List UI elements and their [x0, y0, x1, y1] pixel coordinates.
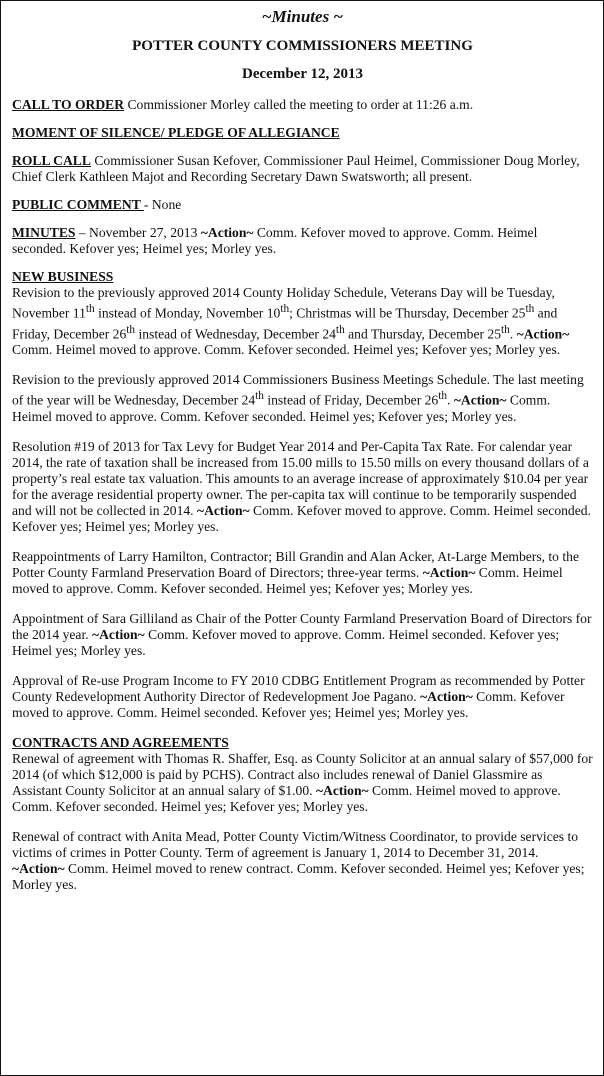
resolution-item [12, 439, 593, 535]
new-business-heading: NEW BUSINESS [12, 269, 114, 284]
holiday-post: Comm. Heimel moved to approve. Comm. Kefover seconded. Heimel yes; Kefover yes; Morley yes. [12, 342, 561, 358]
solicitor-post: Comm. Heimel moved to approve. Comm. Kefover seconded. Heimel yes; Kefover yes; Morley yes. [12, 782, 561, 814]
minutes-action: ~Action~ [200, 225, 254, 240]
meeting-date: December 12, 2013 [242, 66, 363, 82]
holiday-action: ~Action~ [516, 326, 570, 342]
call-to-order-section [12, 97, 593, 113]
call-to-order-heading: CALL TO ORDER [12, 97, 125, 112]
holiday-schedule-item [12, 285, 593, 358]
new-business-section [12, 269, 593, 721]
holiday-text-2: instead of Monday, November 10 [94, 305, 281, 321]
public-comment-text: - None [143, 197, 182, 212]
public-comment-section [12, 197, 593, 213]
roll-call-section [12, 153, 593, 185]
minutes-post: Comm. Kefover moved to approve. Comm. Heimel seconded. Kefover yes; Heimel yes; Morley yes. [12, 225, 538, 256]
meetings-action: ~Action~ [453, 392, 507, 408]
resolution-action: ~Action~ [197, 502, 250, 518]
reappointments-post: Comm. Heimel moved to approve. Comm. Kefover seconded. Heimel yes; Kefover yes; Morley yes. [12, 564, 563, 596]
resolution-post: Comm. Kefover moved to approve. Comm. Heimel seconded. Kefover yes; Heimel yes; Morley yes. [12, 502, 591, 534]
holiday-sup-2: th [280, 303, 290, 315]
victim-item [12, 829, 593, 893]
holiday-text-4: and Friday, December 26 [12, 305, 558, 342]
roll-call-heading: ROLL CALL [12, 153, 91, 168]
reuse-text: Approval of Re-use Program Income to FY 2010 CDBG Entitlement Program as recommended by Potter County Redevelopment Authority Director of Redevelopment Joe Pagano. [12, 672, 585, 704]
victim-post: Comm. Heimel moved to renew contract. Comm. Kefover seconded. Heimel yes; Kefover yes; Morley yes. [12, 860, 585, 892]
meetings-post: Comm. Heimel moved to approve. Comm. Kefover seconded. Heimel yes; Kefover yes; Morley yes. [12, 392, 551, 424]
call-to-order-text: Commissioner Morley called the meeting to order at 11:26 a.m. [124, 97, 474, 112]
meeting-title: POTTER COUNTY COMMISSIONERS MEETING [132, 38, 473, 54]
holiday-sup-5: th [335, 323, 345, 336]
meetings-text-1: Revision to the previously approved 2014 Commissioners Business Meetings Schedule. The last meeting of the year will be Wednesday, December 24 [12, 372, 584, 408]
holiday-sup-3: th [525, 303, 535, 315]
contracts-section [12, 735, 593, 893]
silence-section [12, 125, 593, 141]
holiday-text-5: instead of Wednesday, December 24 [135, 326, 336, 342]
holiday-sup-1: th [85, 303, 95, 315]
meetings-schedule-item [12, 372, 593, 425]
appointment-action: ~Action~ [92, 626, 145, 642]
holiday-text-6: and Thursday, December 25 [344, 326, 502, 342]
appointment-item [12, 611, 593, 659]
solicitor-item [12, 751, 593, 815]
reappointments-action: ~Action~ [422, 564, 476, 580]
reappointments-text: Reappointments of Larry Hamilton, Contractor; Bill Grandin and Alan Acker, At-Large Members, to the Potter County Farmland Preservation Board of Directors; three-year terms. [12, 548, 579, 580]
appointment-post: Comm. Kefover moved to approve. Comm. Heimel seconded. Kefover yes; Heimel yes; Morley yes. [12, 626, 560, 658]
holiday-text-3: ; Christmas will be Thursday, December 25 [289, 305, 526, 321]
victim-action: ~Action~ [12, 860, 65, 876]
minutes-pre: – November 27, 2013 [75, 225, 201, 240]
holiday-sup-4: th [126, 323, 136, 336]
reuse-action: ~Action~ [420, 688, 473, 704]
meetings-text-2: instead of Friday, December 26 [263, 392, 439, 408]
appointment-text: Appointment of Sara Gilliland as Chair of the Potter County Farmland Preservation Board of Directors for the 2014 year. [12, 610, 592, 642]
meetings-sup-2: th [438, 390, 448, 403]
solicitor-text: Renewal of agreement with Thomas R. Shaffer, Esq. as County Solicitor at an annual salary of $57,000 for 2014 (of which $12,000 is paid by PCHS). Contract also includes renewal of Daniel Glassmire as Assistant County Solicitor at an annual salary of $1.00. [12, 750, 593, 798]
holiday-text-1: Revision to the previously approved 2014 County Holiday Schedule, Veterans Day will be Tuesday, November 11 [12, 285, 555, 321]
meetings-sup-1: th [255, 390, 264, 403]
minutes-section [12, 225, 593, 257]
roll-call-text: Commissioner Susan Kefover, Commissioner Paul Heimel, Commissioner Doug Morley, Chief Clerk Kathleen Majot and Recording Secretary Dawn Swatsworth; all present. [12, 153, 580, 184]
reuse-post: Comm. Kefover moved to approve. Comm. Heimel seconded. Kefover yes; Heimel yes; Morley yes. [12, 688, 565, 720]
minutes-heading: MINUTES [12, 225, 76, 240]
holiday-sup-6: th [501, 323, 510, 336]
document-title: ~Minutes ~ [261, 7, 344, 26]
solicitor-action: ~Action~ [315, 782, 369, 798]
meetings-text-3: . [447, 392, 451, 408]
silence-heading: MOMENT OF SILENCE/ PLEDGE OF ALLEGIANCE [12, 125, 340, 140]
contracts-heading: CONTRACTS AND AGREEMENTS [12, 734, 229, 750]
reuse-item [12, 673, 593, 721]
holiday-text-7: . [509, 326, 517, 342]
victim-text: Renewal of contract with Anita Mead, Potter County Victim/Witness Coordinator, to provide services to victims of crimes in Potter County. Term of agreement is January 1, 2014 to December 31, 2014. [12, 828, 579, 860]
reappointments-item [12, 549, 593, 597]
resolution-text: Resolution #19 of 2013 for Tax Levy for Budget Year 2014 and Per-Capita Tax Rate. For calendar year 2014, the rate of taxation shall be increased from 15.00 mills to 15.50 mills on every thousand dollars of a property’s real estate tax valuation. This amounts to an average increase of approximately $10.04 per year for the average residential property owner. The per-capita tax will continue to be temporarily suspended and will not be collected in 2014. [12, 438, 589, 518]
public-comment-heading: PUBLIC COMMENT [12, 197, 144, 212]
